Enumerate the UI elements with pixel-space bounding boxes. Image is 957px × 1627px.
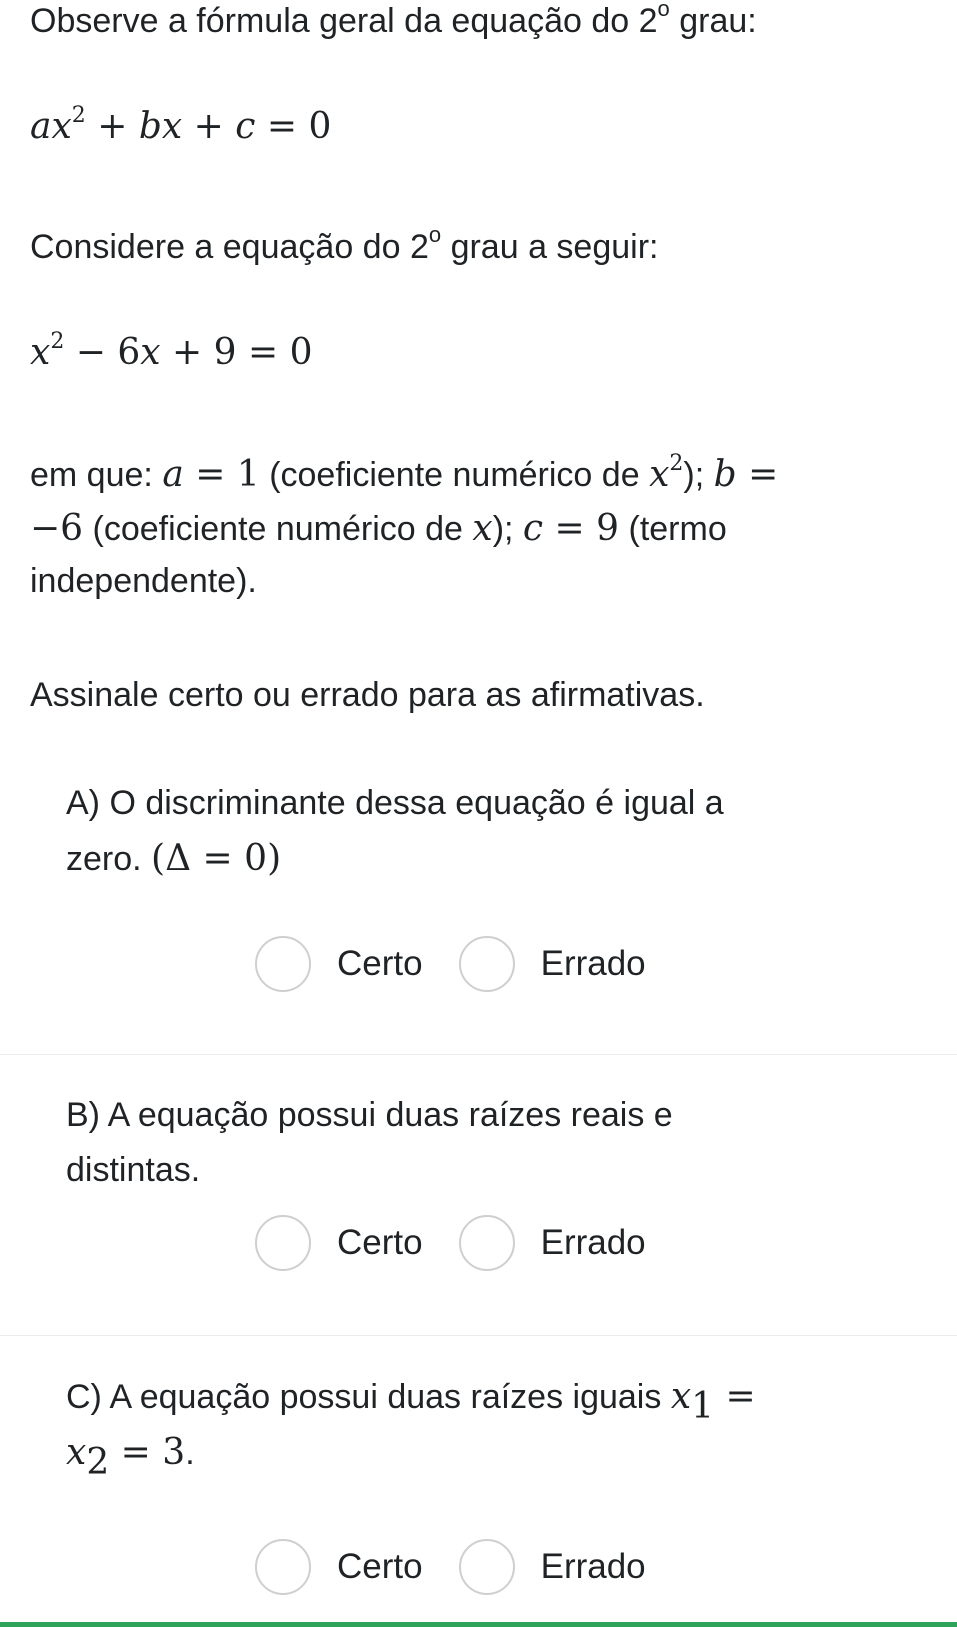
coef-line1-end: ); <box>683 456 714 494</box>
question-c-errado-option[interactable] <box>459 1539 646 1595</box>
coef-c-value: 9 <box>596 508 620 549</box>
coef-eq3: = <box>543 508 597 549</box>
question-c-line2 <box>66 1424 195 1482</box>
intro-text <box>30 0 757 50</box>
radio-circle-icon[interactable] <box>255 1539 311 1595</box>
qc-sub1: 1 <box>691 1386 715 1427</box>
gf-a: a <box>30 106 52 147</box>
question-c-line1-text: C) A equação possui duas raízes iguais <box>66 1378 671 1416</box>
radio-circle-icon[interactable] <box>459 936 515 992</box>
qa-open-paren: ( <box>151 838 166 879</box>
gf-zero: 0 <box>308 106 332 147</box>
coefficients-line2 <box>30 500 727 558</box>
eq-nine: 9 <box>213 332 237 373</box>
question-a-certo-option[interactable] <box>255 936 423 992</box>
radio-circle-icon[interactable] <box>459 1539 515 1595</box>
gf-x2: x <box>161 106 183 147</box>
question-c-options <box>255 1537 682 1597</box>
consider-text-after: grau a seguir: <box>441 228 659 266</box>
separator <box>0 1335 957 1336</box>
qc-x2: x <box>66 1432 87 1473</box>
question-c-certo-option[interactable] <box>255 1539 423 1595</box>
coef-a: a <box>162 454 184 495</box>
option-label-errado: Errado <box>540 944 646 983</box>
eq-six: 6 <box>117 332 141 373</box>
option-label-errado: Errado <box>540 1547 646 1586</box>
qc-sub2: 2 <box>86 1442 110 1483</box>
eq-equals: = <box>236 332 290 373</box>
gf-exp: 2 <box>71 103 86 128</box>
question-a-line2-text: zero. <box>66 840 152 878</box>
eq-minus: − <box>64 332 118 373</box>
gf-x: x <box>51 106 72 147</box>
question-b-errado-option[interactable] <box>459 1215 646 1271</box>
eq-exp: 2 <box>50 329 65 354</box>
coef-x: x <box>649 454 670 495</box>
coef-a-value: 1 <box>236 454 260 495</box>
gf-eq: = <box>255 106 309 147</box>
intro-degree-mark: o <box>657 0 670 21</box>
question-a-errado-option[interactable] <box>459 936 646 992</box>
coef-b-desc: (coeficiente numérico de <box>83 510 473 548</box>
coef-eq1: = <box>183 454 237 495</box>
coef-intro: em que: <box>30 456 163 494</box>
eq-plus: + <box>160 332 214 373</box>
question-a-line2 <box>66 830 281 888</box>
question-a-line1: A) O discriminante dessa equação é igual a <box>66 784 724 822</box>
radio-circle-icon[interactable] <box>255 936 311 992</box>
consider-degree: 2 <box>409 228 429 266</box>
separator <box>0 1054 957 1055</box>
option-label-certo: Certo <box>337 1547 423 1586</box>
qc-dot: . <box>185 1434 195 1472</box>
consider-text <box>30 218 658 276</box>
radio-circle-icon[interactable] <box>255 1215 311 1271</box>
qa-close-paren: ) <box>267 838 282 879</box>
general-formula <box>30 98 331 156</box>
coef-c: c <box>522 508 544 549</box>
intro-text-after: grau: <box>669 2 757 40</box>
gf-plus1: + <box>85 106 139 147</box>
question-b-options <box>255 1213 682 1273</box>
question-b-line1: B) A equação possui duas raízes reais e <box>66 1096 673 1134</box>
eq-zero: 0 <box>289 332 313 373</box>
question-a-options <box>255 934 682 994</box>
gf-c: c <box>235 106 256 147</box>
radio-circle-icon[interactable] <box>459 1215 515 1271</box>
instruction-text: Assinale certo ou errado para as afirmativas. <box>30 676 705 714</box>
intro-degree: 2 <box>638 2 658 40</box>
intro-text-before: Observe a fórmula geral da equação do <box>30 2 639 40</box>
question-b-certo-option[interactable] <box>255 1215 423 1271</box>
qa-zero: 0 <box>244 838 268 879</box>
bottom-accent-bar <box>0 1622 957 1627</box>
coefficients-line3: independente). <box>30 562 257 600</box>
option-label-certo: Certo <box>337 944 423 983</box>
coef-b: b <box>713 454 737 495</box>
eq-x2: x <box>140 332 161 373</box>
coef-line2-sep: ); <box>492 510 523 548</box>
gf-b: b <box>138 106 162 147</box>
question-b-line2: distintas. <box>66 1151 201 1189</box>
coefficients-line1 <box>30 446 778 504</box>
qc-eq1: = <box>714 1376 756 1417</box>
qa-eq: = <box>191 838 245 879</box>
qc-eq2: = <box>109 1432 163 1473</box>
consider-degree-mark: o <box>428 222 442 247</box>
coef-c-desc: (termo <box>619 510 727 548</box>
qc-x1: x <box>670 1376 692 1417</box>
coef-x2: x <box>472 508 493 549</box>
coef-a-desc: (coeficiente numérico de <box>259 456 650 494</box>
consider-text-before: Considere a equação do <box>30 228 410 266</box>
option-label-certo: Certo <box>337 1223 423 1262</box>
coef-eq2: = <box>736 454 779 495</box>
gf-plus2: + <box>182 106 236 147</box>
equation <box>30 324 313 382</box>
qc-value: 3 <box>162 1432 186 1473</box>
eq-x: x <box>30 332 51 373</box>
question-c-line1 <box>66 1368 756 1426</box>
coef-exp: 2 <box>669 451 684 476</box>
coef-b-value: −6 <box>30 508 84 549</box>
option-label-errado: Errado <box>540 1223 646 1262</box>
qa-delta: Δ <box>165 838 192 879</box>
